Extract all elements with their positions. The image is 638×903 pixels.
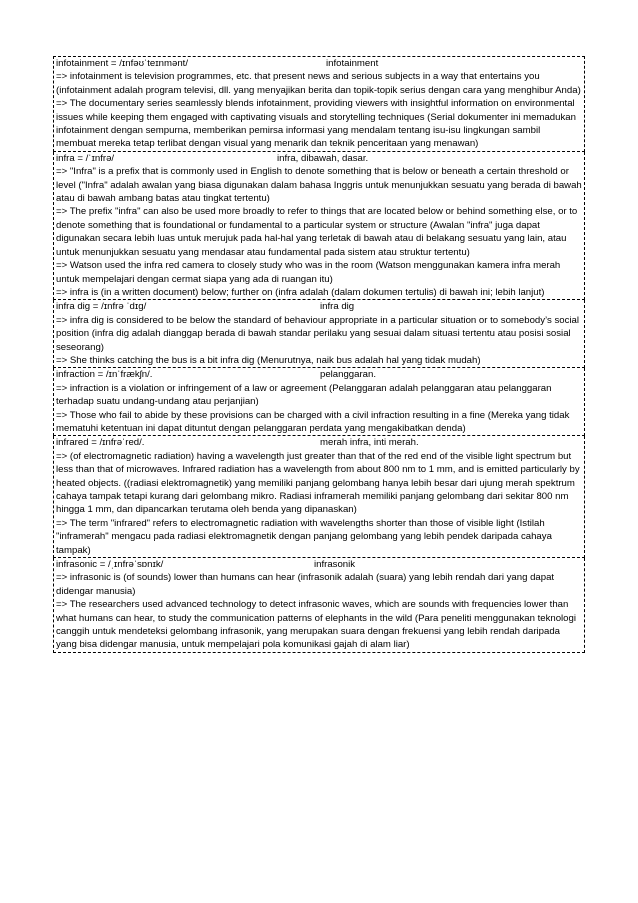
entry-infotainment: [53, 56, 585, 152]
entry-heading: [56, 436, 582, 449]
term-pronunciation: infra = /ˈɪnfrə/: [56, 152, 115, 164]
entry-heading: [56, 152, 582, 165]
entry-infra: [53, 152, 585, 300]
term-pronunciation: infrasonic = /ˌɪnfrəˈsɒnɪk/: [56, 559, 164, 571]
entry-heading: [56, 300, 582, 313]
entry-infrared: [53, 436, 585, 558]
definition-line: => infra dig is considered to be below the standard of behaviour appropriate in a particular situation or to somebody’s social position (infra dig adalah dianggap berada di bawah standar perilaku yang sesuai dalam situasi tertentu atau posisi sosial seseorang): [56, 314, 579, 353]
definition-line: => infra is (in a written document) below; further on (infra adalah (dalam dokumen tertulis) di bawah ini; lebih lanjut): [56, 286, 545, 298]
term-pronunciation: infra dig = /ɪnfrə ˈdɪɡ/: [56, 301, 147, 313]
entry-heading: [56, 558, 582, 571]
term-translation: infra, dibawah, dasar.: [277, 152, 369, 164]
definition-line: => "Infra" is a prefix that is commonly used in English to denote something that is below or beneath a certain threshold or level ("Infra" adalah awalan yang biasa digunakan dalam bahasa Inggris untuk menunjukkan sesuatu yang berada di bawah atau di bawah ambang batas atau tingkat tertentu): [56, 166, 582, 205]
term-translation: infotainment: [326, 58, 379, 69]
term-translation: infra dig: [320, 301, 355, 313]
entry-infraction: [53, 368, 585, 436]
example-line: => The researchers used advanced technology to detect infrasonic waves, which are sounds with frequencies lower than what humans can hear, to study the communication patterns of elephants in the wild (Para peneliti menggunakan teknologi canggih untuk mendeteksi gelombang infrasonik, yang merupakan suara dengan frekuensi yang lebih rendah daripada yang bisa didengar manusia, untuk mempelajari pola komunikasi gajah di alam liar): [56, 599, 576, 651]
term-translation: merah infra, inti merah.: [320, 437, 419, 449]
term-pronunciation: infraction = /ɪnˈfrækʃn/.: [56, 369, 153, 381]
entry-infrasonic: [53, 558, 585, 653]
example-line: => The term "infrared" refers to electromagnetic radiation with wavelengths shorter than those of visible light (Istilah "inframerah" mengacu pada radiasi elektromagnetik dengan panjang gelombang yang lebih pendek daripada cahaya tampak): [56, 517, 552, 556]
definition-line: => (of electromagnetic radiation) having a wavelength just greater than that of the red end of the visible light spectrum but less than that of microwaves. Infrared radiation has a wavelength from about 800 nm to 1 mm, and is emitted particularly by heated objects. ((radiasi elektromagnetik) yang memiliki panjang gelombang hanya lebih besar dari ujung merah spektrum cahaya tampak tetapi kurang dari gelombang mikro. Radiasi inframerah memiliki panjang gelombang dari sekitar 800 nm hingga 1 mm, dan dipancarkan terutama oleh benda yang dipanaskan): [56, 450, 580, 516]
entry-infra-dig: [53, 300, 585, 368]
term-translation: infrasonik: [314, 559, 356, 571]
definition-line: => infraction is a violation or infringement of a law or agreement (Pelanggaran adalah pelanggaran atau pelanggaran terhadap suatu undang-undang atau perjanjian): [56, 382, 552, 408]
entry-heading: [56, 368, 582, 381]
definition-line: => infrasonic is (of sounds) lower than humans can hear (infrasonik adalah (suara) yang lebih rendah dari yang dapat didengar manusia): [56, 572, 555, 597]
term-pronunciation: infrared = /ɪnfrəˈred/.: [56, 437, 145, 449]
entry-heading: [56, 57, 582, 70]
definition-line: => The prefix "infra" can also be used more broadly to refer to things that are located below or behind something else, or to denote something that is foundational or fundamental to a particular system or structure (Awalan "infra" juga dapat digunakan secara lebih luas untuk merujuk pada hal-hal yang terletak di bawah atau di belakang sesuatu yang lain, atau untuk menunjukkan sesuatu yang mendasar atau fundamental pada sistem atau struktur tertentu): [56, 206, 578, 258]
example-line: => She thinks catching the bus is a bit infra dig (Menurutnya, naik bus adalah hal yang tidak mudah): [56, 354, 481, 366]
term-pronunciation: infotainment = /ɪnfəʊˈteɪnmənt/: [56, 58, 189, 69]
dictionary-page: [53, 56, 585, 653]
definition-line: => infotainment is television programmes, etc. that present news and serious subjects in a way that entertains you (infotainment adalah program televisi, dll. yang menyajikan berita dan topik-topik serius dengan cara yang menghibur Anda): [56, 71, 581, 96]
example-line: => Those who fail to abide by these provisions can be charged with a civil infraction resulting in a fine (Mereka yang tidak mematuhi ketentuan ini dapat dituntut dengan pelanggaran perdata yang mengakibatkan denda): [56, 409, 570, 434]
example-line: => Watson used the infra red camera to closely study who was in the room (Watson menggunakan kamera infra merah untuk mempelajari dengan cermat siapa yang ada di ruangan itu): [56, 260, 561, 285]
term-translation: pelanggaran.: [320, 369, 377, 381]
example-line: => The documentary series seamlessly blends infotainment, providing viewers with insightful information on environmental issues while keeping them engaged with captivating visuals and storytelling techniques (Serial dokumenter ini memadukan infotainment dengan sempurna, memberikan pemirsa informasi yang mendalam tentang isu-isu lingkungan sambil membuat mereka tetap terlibat dengan visual yang menarik dan teknik penceritaan yang menawan): [56, 98, 576, 150]
